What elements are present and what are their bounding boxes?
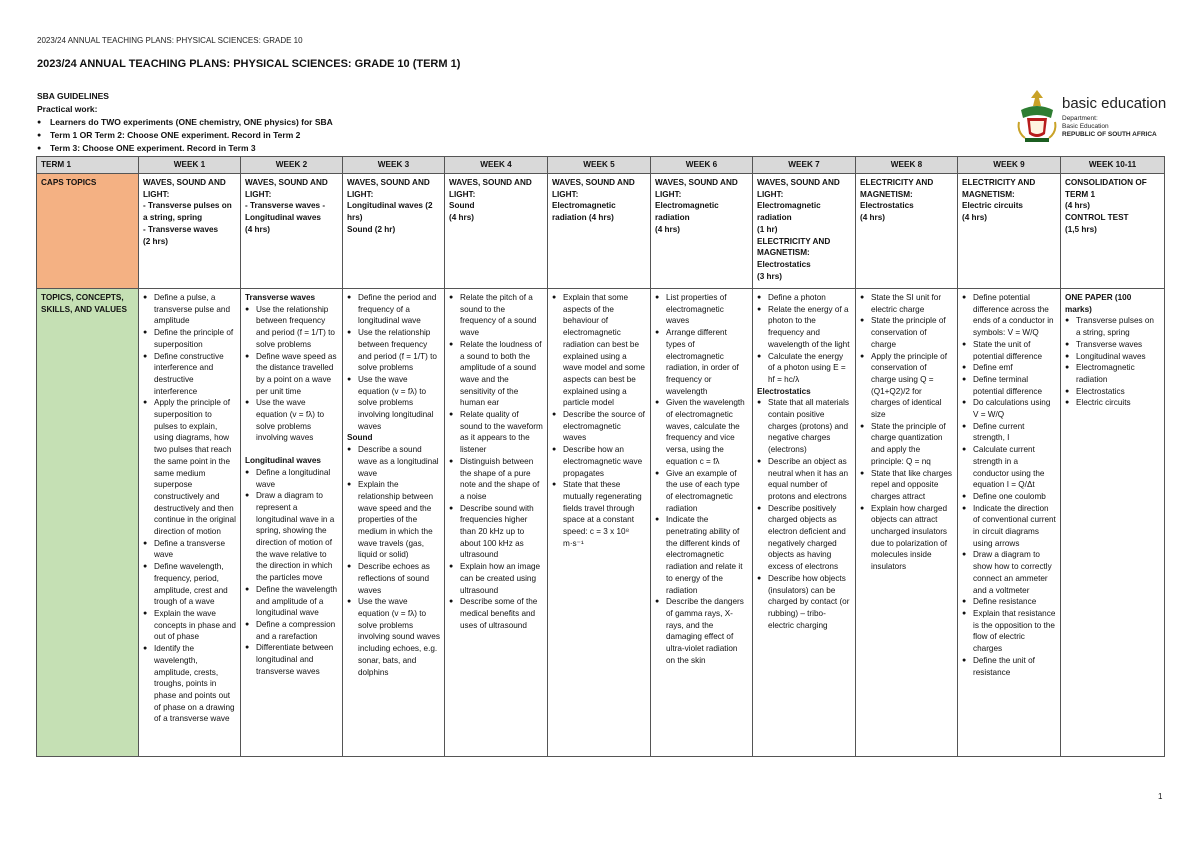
topic-item: ● Calculate the energy of a photon using E = hf = hc/λ bbox=[757, 351, 851, 386]
logo-line: REPUBLIC OF SOUTH AFRICA bbox=[1062, 131, 1157, 138]
topic-item: ● Describe the source of electromagnetic waves bbox=[552, 409, 646, 444]
topic-subheading: Electrostatics bbox=[757, 386, 811, 396]
column-header: WEEK 5 bbox=[548, 157, 651, 174]
topic-item: ● State the principle of charge quantization and apply the principle: Q = nq bbox=[860, 421, 953, 468]
topic-item: ● Describe a sound wave as a longitudinal wave bbox=[347, 444, 440, 479]
topic-item: ● Describe sound with frequencies higher than 20 kHz up to about 100 kHz as ultrasound bbox=[449, 503, 543, 562]
page-title: 2023/24 ANNUAL TEACHING PLANS: PHYSICAL SCIENCES: GRADE 10 (TERM 1) bbox=[37, 58, 461, 70]
topic-item: ● Distinguish between the shape of a pure note and the shape of a noise bbox=[449, 456, 543, 503]
sba-item: ● Learners do TWO experiments (ONE chemistry, ONE physics) for SBA bbox=[37, 116, 333, 129]
topic-item: ● Define emf bbox=[962, 362, 1056, 374]
topic-item: ● Define a transverse wave bbox=[143, 538, 236, 561]
sba-guidelines bbox=[37, 90, 333, 155]
topic-item: ● Define resistance bbox=[962, 596, 1056, 608]
caps-line: (2 hrs) bbox=[143, 236, 169, 246]
topic-item: ● Use the relationship between frequency and period (f = 1/T) to solve problems bbox=[245, 304, 338, 351]
topic-list bbox=[1065, 315, 1160, 409]
topic-list bbox=[552, 292, 646, 549]
caps-cell bbox=[651, 174, 753, 289]
column-header: WEEK 7 bbox=[753, 157, 856, 174]
sba-subheading: Practical work: bbox=[37, 104, 98, 114]
topics-cell bbox=[139, 289, 241, 757]
topic-item: ● Longitudinal waves bbox=[1065, 351, 1160, 363]
topic-item: ● Use the relationship between frequency and period (f = 1/T) to solve problems bbox=[347, 327, 440, 374]
caps-line: WAVES, SOUND AND LIGHT: bbox=[655, 178, 738, 199]
topic-subheading: Sound bbox=[347, 433, 373, 443]
topic-item: ● Arrange different types of electromagnetic radiation, in order of frequency or wavelength bbox=[655, 327, 748, 397]
caps-cell bbox=[958, 174, 1061, 289]
topic-item: ● Given the wavelength of electromagnetic waves, calculate the frequency and vice versa, using the equation c = fλ bbox=[655, 397, 748, 467]
topic-item: ● Explain how an image can be created using ultrasound bbox=[449, 561, 543, 596]
caps-line: - Transverse waves - Longitudinal waves bbox=[245, 201, 326, 223]
topic-item: ● Relate the loudness of a sound to both the amplitude of a sound wave and the sensitivity of the human ear bbox=[449, 339, 543, 409]
running-header: 2023/24 ANNUAL TEACHING PLANS: PHYSICAL SCIENCES: GRADE 10 bbox=[37, 36, 303, 45]
topic-item: ● Describe some of the medical benefits and uses of ultrasound bbox=[449, 596, 543, 631]
topic-item: ● Define the principle of superposition bbox=[143, 327, 236, 350]
caps-line: Sound bbox=[449, 201, 475, 211]
column-header: TERM 1 bbox=[37, 157, 139, 174]
topic-item: ● Define one coulomb bbox=[962, 491, 1056, 503]
page-number: 1 bbox=[1158, 792, 1163, 801]
caps-line: WAVES, SOUND AND LIGHT: bbox=[143, 178, 226, 199]
topic-item: ● List properties of electromagnetic waves bbox=[655, 292, 748, 327]
topic-item: ● Define wave speed as the distance travelled by a point on a wave per unit time bbox=[245, 351, 338, 398]
topic-item: ● State that these mutually regenerating fields travel through space at a constant speed: c = 3 x 10⁸ m·s⁻¹ bbox=[552, 479, 646, 549]
caps-cell bbox=[548, 174, 651, 289]
topic-item: ● Identify the wavelength, amplitude, crests, troughs, points in phase and points out of phase on a drawing of a transverse wave bbox=[143, 643, 236, 725]
topic-item: ● Do calculations using V = W/Q bbox=[962, 397, 1056, 420]
topic-item: ● Describe the dangers of gamma rays, X-rays, and the damaging effect of ultra-violet radiation on the skin bbox=[655, 596, 748, 666]
topic-item: ● Explain how charged objects can attract uncharged insulators due to polarization of molecules inside insulators bbox=[860, 503, 953, 573]
topic-item: ● Differentiate between longitudinal and transverse waves bbox=[245, 642, 338, 677]
caps-line: (4 hrs) bbox=[860, 213, 886, 223]
logo-line: Department: bbox=[1062, 115, 1098, 122]
caps-line: (4 hrs) bbox=[449, 213, 475, 223]
topic-list bbox=[757, 397, 851, 631]
logo-subtext bbox=[1062, 115, 1157, 139]
topic-item: ● Define a longitudinal wave bbox=[245, 467, 338, 490]
column-header: WEEK 10-11 bbox=[1061, 157, 1165, 174]
topic-item: ● State that all materials contain positive charges (protons) and negative charges (electrons) bbox=[757, 397, 851, 456]
topic-item: ● Draw a diagram to represent a longitudinal wave in a spring, showing the direction of motion of the wave relative to the direction in which the particles move bbox=[245, 490, 338, 584]
column-header: WEEK 9 bbox=[958, 157, 1061, 174]
caps-line: CONSOLIDATION OF TERM 1 bbox=[1065, 178, 1147, 199]
sba-heading: SBA GUIDELINES bbox=[37, 91, 109, 101]
topic-item: ● Draw a diagram to show how to correctly connect an ammeter and a voltmeter bbox=[962, 549, 1056, 596]
topics-cell bbox=[1061, 289, 1165, 757]
sba-list bbox=[37, 116, 333, 155]
caps-line: WAVES, SOUND AND LIGHT: bbox=[347, 178, 430, 199]
caps-line: Electrostatics bbox=[860, 201, 914, 211]
topic-item: ● Apply the principle of superposition to pulses to explain, using diagrams, how two pulses that reach the same point in the same medium superpose constructively and destructively and then continue in the original direction of motion bbox=[143, 397, 236, 537]
topic-item: ● Use the wave equation (v = fλ) to solve problems involving waves bbox=[245, 397, 338, 444]
sba-item: ● Term 3: Choose ONE experiment. Record in Term 3 bbox=[37, 142, 333, 155]
topic-list bbox=[347, 444, 440, 678]
topic-list bbox=[245, 467, 338, 678]
topics-cell bbox=[343, 289, 445, 757]
topic-item: ● Define the period and frequency of a longitudinal wave bbox=[347, 292, 440, 327]
caps-line: Longitudinal waves (2 hrs) bbox=[347, 201, 433, 223]
topic-item: ● Define a compression and a rarefaction bbox=[245, 619, 338, 642]
topic-item: ● Define a photon bbox=[757, 292, 851, 304]
caps-line: - Transverse pulses on a string, spring bbox=[143, 201, 232, 223]
caps-line: Electromagnetic radiation bbox=[655, 201, 719, 223]
topic-item: ● Electric circuits bbox=[1065, 397, 1160, 409]
topic-item: ● Describe an object as neutral when it has an equal number of protons and electrons bbox=[757, 456, 851, 503]
topic-item: ● Electromagnetic radiation bbox=[1065, 362, 1160, 385]
teaching-plan-table bbox=[36, 156, 1165, 757]
topic-item: ● Describe how objects (insulators) can be charged by contact (or rubbing) – tribo-electric charging bbox=[757, 573, 851, 632]
topic-item: ● State that like charges repel and opposite charges attract bbox=[860, 468, 953, 503]
header-row bbox=[37, 157, 1165, 174]
caps-line: WAVES, SOUND AND LIGHT: bbox=[552, 178, 635, 199]
caps-topics-row bbox=[37, 174, 1165, 289]
topic-list bbox=[143, 292, 236, 725]
caps-line: WAVES, SOUND AND LIGHT: bbox=[245, 178, 328, 199]
caps-cell bbox=[1061, 174, 1165, 289]
coat-of-arms-icon bbox=[1015, 88, 1059, 144]
topic-item: ● Calculate current strength in a conductor using the equation I = Q/Δt bbox=[962, 444, 1056, 491]
column-header: WEEK 8 bbox=[856, 157, 958, 174]
topic-item: ● Use the wave equation (v = fλ) to solve problems involving longitudinal waves bbox=[347, 374, 440, 433]
topic-item: ● Define a pulse, a transverse pulse and amplitude bbox=[143, 292, 236, 327]
topic-item: ● Indicate the penetrating ability of the different kinds of electromagnetic radiation and relate it to energy of the radiation bbox=[655, 514, 748, 596]
topic-item: ● Electrostatics bbox=[1065, 386, 1160, 398]
caps-line: (3 hrs) bbox=[757, 271, 783, 281]
topic-item: ● Define wavelength, frequency, period, amplitude, crest and trough of a wave bbox=[143, 561, 236, 608]
topic-item: ● Explain that resistance is the opposition to the flow of electric charges bbox=[962, 608, 1056, 655]
caps-line: Sound (2 hr) bbox=[347, 224, 396, 234]
topic-item: ● Relate the energy of a photon to the frequency and wavelength of the light bbox=[757, 304, 851, 351]
topic-subheading: Longitudinal waves bbox=[245, 456, 321, 466]
topic-item: ● Apply the principle of conservation of charge using Q = (Q1+Q2)/2 for charges of identical size bbox=[860, 351, 953, 421]
caps-line: Electric circuits bbox=[962, 201, 1023, 211]
topics-label: TOPICS, CONCEPTS, SKILLS, AND VALUES bbox=[37, 289, 139, 757]
topic-item: ● Indicate the direction of conventional current in circuit diagrams using arrows bbox=[962, 503, 1056, 550]
caps-line: ELECTRICITY AND MAGNETISM: bbox=[962, 178, 1036, 199]
column-header: WEEK 6 bbox=[651, 157, 753, 174]
caps-topics-label: CAPS TOPICS bbox=[37, 174, 139, 289]
column-header: WEEK 1 bbox=[139, 157, 241, 174]
topics-cell bbox=[856, 289, 958, 757]
topic-item: ● Relate the pitch of a sound to the frequency of a sound wave bbox=[449, 292, 543, 339]
topic-list bbox=[655, 292, 748, 667]
topic-item: ● State the principle of conservation of charge bbox=[860, 315, 953, 350]
caps-line: ELECTRICITY AND MAGNETISM: bbox=[757, 236, 831, 258]
column-header: WEEK 4 bbox=[445, 157, 548, 174]
caps-line: WAVES, SOUND AND LIGHT: bbox=[757, 178, 840, 199]
topics-row bbox=[37, 289, 1165, 757]
topic-subheading: ONE PAPER (100 marks) bbox=[1065, 293, 1132, 314]
topics-cell bbox=[548, 289, 651, 757]
topic-item: ● Define terminal potential difference bbox=[962, 374, 1056, 397]
topic-item: ● Explain that some aspects of the behaviour of electromagnetic radiation can best be explained using a wave model and some aspects can best be explained using a particle model bbox=[552, 292, 646, 409]
sba-item: ● Term 1 OR Term 2: Choose ONE experiment. Record in Term 2 bbox=[37, 129, 333, 142]
topic-item: ● Relate quality of sound to the waveform as it appears to the listener bbox=[449, 409, 543, 456]
topic-list bbox=[860, 292, 953, 573]
topics-cell bbox=[651, 289, 753, 757]
topic-list bbox=[449, 292, 543, 631]
topic-item: ● Explain the wave concepts in phase and out of phase bbox=[143, 608, 236, 643]
logo-line: Basic Education bbox=[1062, 123, 1109, 130]
caps-line: (4 hrs) bbox=[245, 224, 271, 234]
topic-item: ● Use the wave equation (v = fλ) to solve problems involving sound waves including echoes, e.g. sonar, bats, and dolphins bbox=[347, 596, 440, 678]
caps-cell bbox=[753, 174, 856, 289]
topic-item: ● Describe positively charged objects as electron deficient and negatively charged objects as having excess of electrons bbox=[757, 503, 851, 573]
topics-cell bbox=[241, 289, 343, 757]
caps-line: (1,5 hrs) bbox=[1065, 224, 1097, 234]
caps-cell bbox=[445, 174, 548, 289]
caps-cell bbox=[241, 174, 343, 289]
topic-list bbox=[962, 292, 1056, 678]
topic-item: ● Explain the relationship between wave speed and the properties of the medium in which the wave travels (gas, liquid or solid) bbox=[347, 479, 440, 561]
topic-item: ● Describe echoes as reflections of sound waves bbox=[347, 561, 440, 596]
caps-line: Electromagnetic radiation (4 hrs) bbox=[552, 201, 616, 223]
caps-cell bbox=[139, 174, 241, 289]
topic-item: ● Define constructive interference and destructive interference bbox=[143, 351, 236, 398]
topic-subheading: Transverse waves bbox=[245, 293, 316, 302]
logo-name: basic education bbox=[1062, 95, 1167, 112]
topics-cell bbox=[958, 289, 1061, 757]
topic-item: ● Give an example of the use of each type of electromagnetic radiation bbox=[655, 468, 748, 515]
topic-item: ● State the unit of potential difference bbox=[962, 339, 1056, 362]
topic-list bbox=[245, 304, 338, 444]
topic-list bbox=[757, 292, 851, 386]
topics-cell bbox=[753, 289, 856, 757]
caps-line: WAVES, SOUND AND LIGHT: bbox=[449, 178, 532, 199]
caps-line: (4 hrs) bbox=[962, 213, 988, 223]
topic-item: ● Describe how an electromagnetic wave propagates bbox=[552, 444, 646, 479]
column-header: WEEK 2 bbox=[241, 157, 343, 174]
caps-cell bbox=[856, 174, 958, 289]
caps-line: (4 hrs) bbox=[655, 224, 681, 234]
caps-line: ELECTRICITY AND MAGNETISM: bbox=[860, 178, 934, 199]
topics-cell bbox=[445, 289, 548, 757]
topic-item: ● Define current strength, I bbox=[962, 421, 1056, 444]
topic-list bbox=[347, 292, 440, 432]
caps-line: (4 hrs) bbox=[1065, 201, 1091, 211]
caps-line: CONTROL TEST bbox=[1065, 213, 1129, 223]
caps-line: Electrostatics bbox=[757, 259, 811, 269]
caps-line: (1 hr) bbox=[757, 224, 778, 234]
topic-item: ● Define the unit of resistance bbox=[962, 655, 1056, 678]
caps-cell bbox=[343, 174, 445, 289]
topic-item: ● Define potential difference across the ends of a conductor in symbols: V = W/Q bbox=[962, 292, 1056, 339]
topic-item: ● Transverse waves bbox=[1065, 339, 1160, 351]
column-header: WEEK 3 bbox=[343, 157, 445, 174]
caps-line: Electromagnetic radiation bbox=[757, 201, 821, 223]
topic-item: ● Transverse pulses on a string, spring bbox=[1065, 315, 1160, 338]
topic-item: ● State the SI unit for electric charge bbox=[860, 292, 953, 315]
caps-line: - Transverse waves bbox=[143, 224, 219, 234]
topic-item: ● Define the wavelength and amplitude of a longitudinal wave bbox=[245, 584, 338, 619]
